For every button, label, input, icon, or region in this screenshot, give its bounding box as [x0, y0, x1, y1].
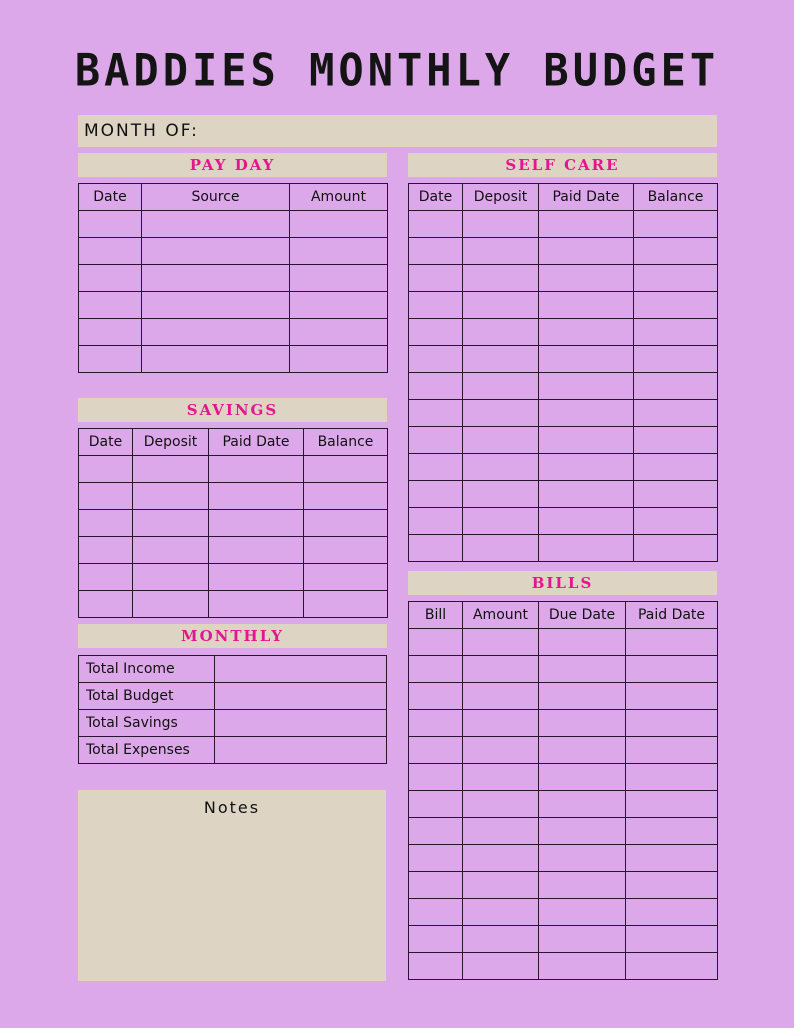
selfcare-row-cell[interactable] [409, 454, 463, 481]
selfcare-row-cell[interactable] [634, 292, 718, 319]
selfcare-row [409, 346, 718, 373]
selfcare-row-cell[interactable] [634, 481, 718, 508]
bills-row [409, 791, 718, 818]
bills-row-cell[interactable] [539, 926, 626, 953]
bills-row-cell[interactable] [626, 710, 718, 737]
bills-row-cell[interactable] [409, 710, 463, 737]
bills-row [409, 953, 718, 980]
bills-title: BILLS [531, 574, 594, 592]
selfcare-row-cell[interactable] [634, 238, 718, 265]
savings-row-cell[interactable] [79, 591, 133, 618]
savings-col-balance: Balance [304, 429, 388, 456]
selfcare-row-cell[interactable] [409, 400, 463, 427]
month-of-label: MONTH OF: [84, 121, 199, 141]
bills-row-cell[interactable] [539, 683, 626, 710]
bills-row [409, 683, 718, 710]
selfcare-row-cell[interactable] [409, 211, 463, 238]
selfcare-table [408, 183, 718, 562]
savings-row [79, 591, 388, 618]
bills-row-cell[interactable] [539, 818, 626, 845]
payday-title: PAY DAY [189, 156, 276, 174]
selfcare-row-cell[interactable] [539, 508, 634, 535]
selfcare-row-cell[interactable] [409, 535, 463, 562]
savings-row [79, 510, 388, 537]
bills-row-cell[interactable] [463, 818, 539, 845]
savings-row-cell[interactable] [209, 456, 304, 483]
selfcare-row-cell[interactable] [539, 481, 634, 508]
bills-row-cell[interactable] [626, 737, 718, 764]
selfcare-row-cell[interactable] [634, 265, 718, 292]
selfcare-row-cell[interactable] [634, 427, 718, 454]
selfcare-header [408, 153, 717, 177]
savings-row-cell[interactable] [304, 591, 388, 618]
selfcare-row-cell[interactable] [463, 292, 539, 319]
selfcare-title: SELF CARE [505, 156, 620, 174]
selfcare-row-cell[interactable] [539, 319, 634, 346]
savings-header-row [79, 429, 388, 456]
savings-row-cell[interactable] [304, 456, 388, 483]
selfcare-row [409, 427, 718, 454]
bills-row [409, 737, 718, 764]
selfcare-row-cell[interactable] [409, 265, 463, 292]
bills-row-cell[interactable] [626, 764, 718, 791]
bills-row-cell[interactable] [463, 791, 539, 818]
bills-row [409, 872, 718, 899]
payday-row-cell[interactable] [142, 319, 290, 346]
bills-row-cell[interactable] [539, 656, 626, 683]
selfcare-row-cell[interactable] [634, 535, 718, 562]
selfcare-row-cell[interactable] [463, 265, 539, 292]
savings-row-cell[interactable] [133, 456, 209, 483]
bills-row-cell[interactable] [409, 872, 463, 899]
bills-row [409, 926, 718, 953]
bills-row-cell[interactable] [539, 791, 626, 818]
payday-row [79, 238, 388, 265]
selfcare-row-cell[interactable] [463, 238, 539, 265]
selfcare-row-cell[interactable] [409, 508, 463, 535]
total-expenses-label: Total Expenses [79, 737, 215, 764]
payday-row-cell[interactable] [290, 211, 388, 238]
bills-row-cell[interactable] [626, 953, 718, 980]
bills-row-cell[interactable] [463, 899, 539, 926]
payday-header-row [79, 184, 388, 211]
bills-row-cell[interactable] [463, 737, 539, 764]
selfcare-row-cell[interactable] [539, 238, 634, 265]
payday-row-cell[interactable] [290, 346, 388, 373]
bills-row-cell[interactable] [463, 629, 539, 656]
selfcare-row [409, 265, 718, 292]
savings-row [79, 537, 388, 564]
savings-row-cell[interactable] [304, 483, 388, 510]
payday-row-cell[interactable] [290, 265, 388, 292]
selfcare-row-cell[interactable] [539, 346, 634, 373]
bills-row [409, 845, 718, 872]
selfcare-col-deposit: Deposit [463, 184, 539, 211]
savings-row-cell[interactable] [133, 591, 209, 618]
savings-header [78, 398, 387, 422]
bills-row-cell[interactable] [409, 737, 463, 764]
selfcare-row-cell[interactable] [539, 454, 634, 481]
savings-row-cell[interactable] [133, 483, 209, 510]
notes-box[interactable] [78, 790, 386, 981]
savings-col-date: Date [79, 429, 133, 456]
selfcare-row-cell[interactable] [634, 319, 718, 346]
selfcare-col-balance: Balance [634, 184, 718, 211]
selfcare-row-cell[interactable] [463, 373, 539, 400]
bills-row-cell[interactable] [409, 845, 463, 872]
bills-row-cell[interactable] [626, 656, 718, 683]
payday-row [79, 292, 388, 319]
payday-row-cell[interactable] [79, 211, 142, 238]
bills-row [409, 899, 718, 926]
notes-title: Notes [203, 798, 261, 817]
payday-row [79, 319, 388, 346]
savings-title: SAVINGS [186, 401, 279, 419]
total-savings-value[interactable] [215, 710, 387, 737]
savings-row-cell[interactable] [133, 510, 209, 537]
selfcare-row-cell[interactable] [463, 535, 539, 562]
savings-row [79, 483, 388, 510]
bills-row-cell[interactable] [626, 872, 718, 899]
selfcare-row [409, 535, 718, 562]
savings-row-cell[interactable] [209, 483, 304, 510]
bills-header-row [409, 602, 718, 629]
payday-row-cell[interactable] [79, 319, 142, 346]
payday-row-cell[interactable] [79, 346, 142, 373]
selfcare-row-cell[interactable] [463, 454, 539, 481]
bills-header [408, 571, 717, 595]
savings-row-cell[interactable] [79, 537, 133, 564]
savings-row-cell[interactable] [133, 537, 209, 564]
bills-row-cell[interactable] [626, 845, 718, 872]
bills-row-cell[interactable] [539, 845, 626, 872]
bills-col-paid-date: Paid Date [626, 602, 718, 629]
bills-row-cell[interactable] [409, 899, 463, 926]
bills-row-cell[interactable] [409, 683, 463, 710]
bills-row [409, 656, 718, 683]
payday-row [79, 346, 388, 373]
bills-row-cell[interactable] [463, 926, 539, 953]
selfcare-row [409, 238, 718, 265]
payday-row-cell[interactable] [142, 211, 290, 238]
savings-row-cell[interactable] [79, 456, 133, 483]
total-savings-label: Total Savings [79, 710, 215, 737]
selfcare-row-cell[interactable] [539, 373, 634, 400]
bills-row-cell[interactable] [463, 710, 539, 737]
monthly-summary-table [78, 655, 387, 764]
payday-row-cell[interactable] [142, 292, 290, 319]
bills-row-cell[interactable] [626, 791, 718, 818]
payday-row-cell[interactable] [142, 346, 290, 373]
selfcare-row-cell[interactable] [634, 211, 718, 238]
payday-row-cell[interactable] [79, 238, 142, 265]
savings-col-deposit: Deposit [133, 429, 209, 456]
payday-row-cell[interactable] [290, 319, 388, 346]
summary-row-total-expenses [79, 737, 387, 764]
payday-row-cell[interactable] [79, 265, 142, 292]
payday-table [78, 183, 388, 373]
selfcare-header-row [409, 184, 718, 211]
bills-row-cell[interactable] [539, 629, 626, 656]
savings-col-paid-date: Paid Date [209, 429, 304, 456]
bills-row [409, 764, 718, 791]
selfcare-row-cell[interactable] [463, 508, 539, 535]
selfcare-row-cell[interactable] [409, 373, 463, 400]
payday-col-date: Date [79, 184, 142, 211]
month-of-field[interactable] [78, 115, 717, 147]
selfcare-row [409, 400, 718, 427]
selfcare-row-cell[interactable] [634, 454, 718, 481]
bills-row-cell[interactable] [626, 683, 718, 710]
bills-row-cell[interactable] [463, 764, 539, 791]
bills-row-cell[interactable] [626, 818, 718, 845]
payday-row-cell[interactable] [290, 292, 388, 319]
savings-row-cell[interactable] [209, 537, 304, 564]
total-income-value[interactable] [215, 656, 387, 683]
savings-row-cell[interactable] [133, 564, 209, 591]
savings-row-cell[interactable] [209, 510, 304, 537]
bills-row-cell[interactable] [409, 629, 463, 656]
bills-row-cell[interactable] [539, 710, 626, 737]
bills-row-cell[interactable] [539, 737, 626, 764]
selfcare-row-cell[interactable] [539, 211, 634, 238]
selfcare-row-cell[interactable] [409, 292, 463, 319]
savings-row-cell[interactable] [209, 591, 304, 618]
page-title: BADDIES MONTHLY BUDGET [74, 44, 720, 97]
selfcare-row-cell[interactable] [463, 427, 539, 454]
payday-row-cell[interactable] [290, 238, 388, 265]
bills-row-cell[interactable] [409, 926, 463, 953]
payday-row [79, 211, 388, 238]
bills-row-cell[interactable] [626, 926, 718, 953]
selfcare-row-cell[interactable] [463, 211, 539, 238]
selfcare-row-cell[interactable] [634, 373, 718, 400]
selfcare-row-cell[interactable] [463, 346, 539, 373]
bills-row-cell[interactable] [539, 872, 626, 899]
selfcare-row [409, 454, 718, 481]
selfcare-row-cell[interactable] [539, 427, 634, 454]
savings-row-cell[interactable] [304, 510, 388, 537]
bills-table [408, 601, 718, 980]
selfcare-row-cell[interactable] [409, 319, 463, 346]
bills-row-cell[interactable] [409, 818, 463, 845]
bills-row-cell[interactable] [539, 899, 626, 926]
selfcare-col-paid-date: Paid Date [539, 184, 634, 211]
bills-row [409, 629, 718, 656]
selfcare-row-cell[interactable] [634, 508, 718, 535]
payday-header [78, 153, 387, 177]
bills-row-cell[interactable] [409, 764, 463, 791]
payday-row [79, 265, 388, 292]
selfcare-row-cell[interactable] [463, 481, 539, 508]
payday-col-amount: Amount [290, 184, 388, 211]
monthly-title: MONTHLY [180, 627, 284, 645]
selfcare-row-cell[interactable] [409, 481, 463, 508]
bills-col-amount: Amount [463, 602, 539, 629]
monthly-header [78, 624, 387, 648]
bills-row-cell[interactable] [463, 872, 539, 899]
selfcare-row [409, 373, 718, 400]
payday-row-cell[interactable] [79, 292, 142, 319]
selfcare-row [409, 292, 718, 319]
payday-row-cell[interactable] [142, 238, 290, 265]
selfcare-row [409, 319, 718, 346]
bills-row-cell[interactable] [409, 791, 463, 818]
savings-row-cell[interactable] [304, 564, 388, 591]
selfcare-row-cell[interactable] [463, 400, 539, 427]
savings-table [78, 428, 388, 618]
bills-row-cell[interactable] [463, 683, 539, 710]
bills-col-bill: Bill [409, 602, 463, 629]
selfcare-row-cell[interactable] [409, 346, 463, 373]
bills-row-cell[interactable] [409, 953, 463, 980]
bills-row-cell[interactable] [463, 953, 539, 980]
savings-row-cell[interactable] [209, 564, 304, 591]
selfcare-row [409, 508, 718, 535]
selfcare-row-cell[interactable] [409, 238, 463, 265]
savings-row [79, 456, 388, 483]
bills-row [409, 710, 718, 737]
total-expenses-value[interactable] [215, 737, 387, 764]
selfcare-row-cell[interactable] [539, 292, 634, 319]
bills-row-cell[interactable] [463, 845, 539, 872]
bills-row [409, 818, 718, 845]
total-budget-value[interactable] [215, 683, 387, 710]
bills-col-due-date: Due Date [539, 602, 626, 629]
bills-row-cell[interactable] [626, 899, 718, 926]
savings-row-cell[interactable] [79, 483, 133, 510]
selfcare-row-cell[interactable] [634, 346, 718, 373]
selfcare-row-cell[interactable] [409, 427, 463, 454]
summary-row-total-budget [79, 683, 387, 710]
savings-row [79, 564, 388, 591]
summary-row-total-income [79, 656, 387, 683]
total-income-label: Total Income [79, 656, 215, 683]
bills-row-cell[interactable] [626, 629, 718, 656]
selfcare-row-cell[interactable] [634, 400, 718, 427]
selfcare-row-cell[interactable] [539, 535, 634, 562]
selfcare-row [409, 481, 718, 508]
bills-row-cell[interactable] [539, 953, 626, 980]
selfcare-row-cell[interactable] [539, 400, 634, 427]
bills-row-cell[interactable] [409, 656, 463, 683]
total-budget-label: Total Budget [79, 683, 215, 710]
bills-row-cell[interactable] [463, 656, 539, 683]
selfcare-row-cell[interactable] [539, 265, 634, 292]
bills-row-cell[interactable] [539, 764, 626, 791]
payday-col-source: Source [142, 184, 290, 211]
savings-row-cell[interactable] [79, 564, 133, 591]
payday-row-cell[interactable] [142, 265, 290, 292]
selfcare-row-cell[interactable] [463, 319, 539, 346]
summary-row-total-savings [79, 710, 387, 737]
savings-row-cell[interactable] [304, 537, 388, 564]
savings-row-cell[interactable] [79, 510, 133, 537]
selfcare-row [409, 211, 718, 238]
selfcare-col-date: Date [409, 184, 463, 211]
